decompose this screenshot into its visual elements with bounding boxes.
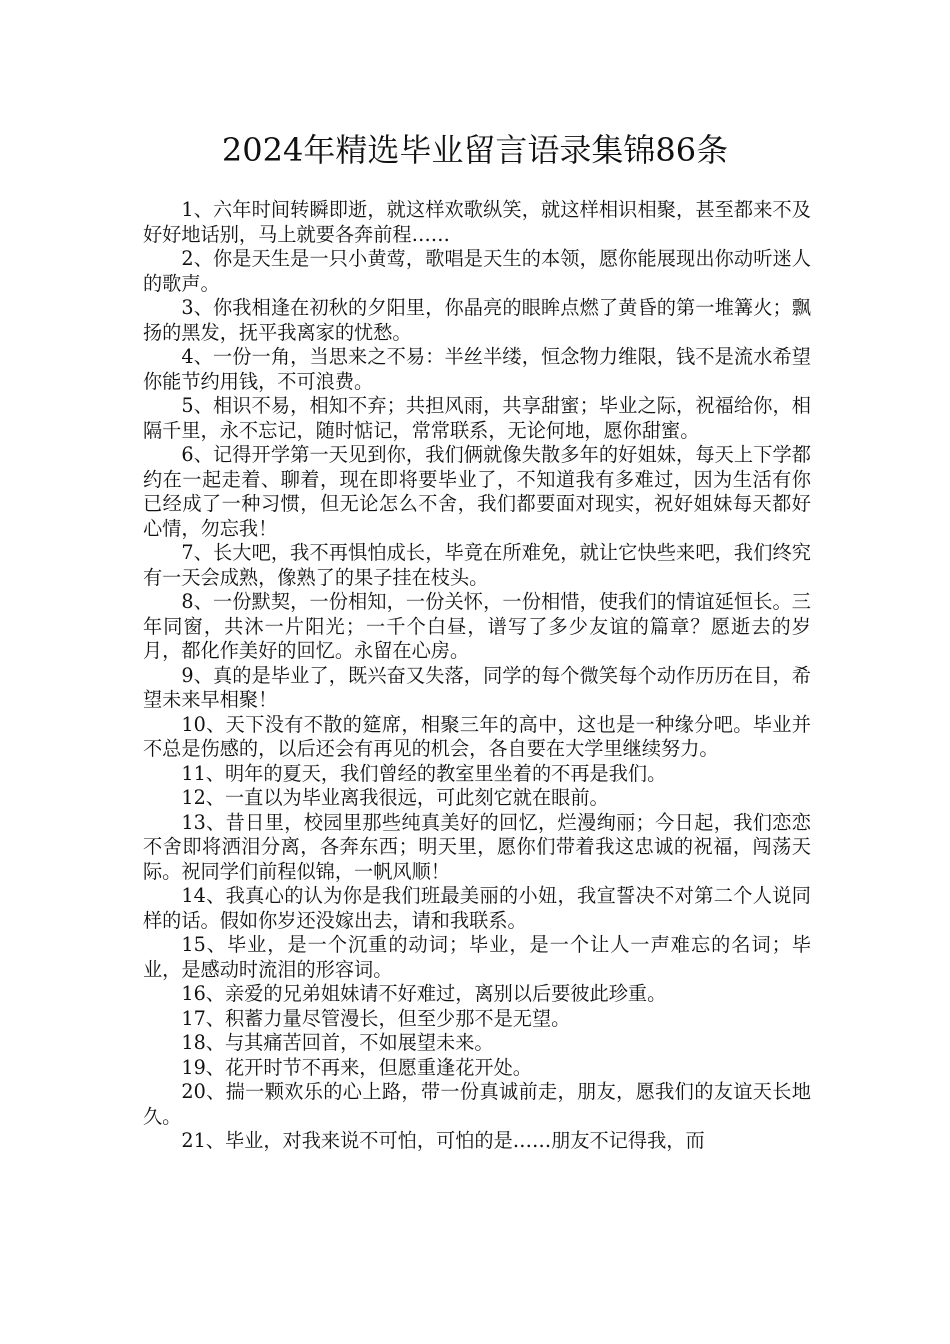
paragraph-15: 15、毕业，是一个沉重的动词；毕业，是一个让人一声难忘的名词；毕业，是感动时流泪的形容词。	[143, 933, 811, 981]
paragraph-7: 7、长大吧，我不再惧怕成长，毕竟在所难免，就让它快些来吧，我们终究有一天会成熟，像熟了的果子挂在枝头。	[143, 541, 811, 589]
paragraph-1: 1、六年时间转瞬即逝，就这样欢歌纵笑，就这样相识相聚，甚至都来不及好好地话别，马上就要各奔前程……	[143, 198, 811, 246]
paragraph-6: 6、记得开学第一天见到你，我们俩就像失散多年的好姐妹，每天上下学都约在一起走着、聊着，现在即将要毕业了，不知道我有多难过，因为生活有你已经成了一种习惯，但无论怎么不舍，我们都要面对现实，祝好姐妹每天都好心情，勿忘我！	[143, 443, 811, 540]
paragraph-18: 18、与其痛苦回首，不如展望未来。	[181, 1031, 494, 1054]
document-body	[143, 198, 811, 1154]
paragraph-17: 17、积蓄力量尽管漫长，但至少那不是无望。	[181, 1006, 571, 1030]
paragraph-12: 12、一直以为毕业离我很远，可此刻它就在眼前。	[181, 786, 609, 809]
paragraph-11: 11、明年的夏天，我们曾经的教室里坐着的不再是我们。	[181, 761, 667, 785]
paragraph-3: 3、你我相逢在初秋的夕阳里，你晶亮的眼眸点燃了黄昏的第一堆篝火；飘扬的黑发，抚平我离家的忧愁。	[143, 296, 811, 344]
paragraph-2: 2、你是天生是一只小黄莺，歌唱是天生的本领，愿你能展现出你动听迷人的歌声。	[143, 247, 811, 295]
document-title: 2024年精选毕业留言语录集锦86条	[221, 131, 729, 169]
paragraph-16: 16、亲爱的兄弟姐妹请不好难过，离别以后要彼此珍重。	[181, 982, 667, 1005]
paragraph-13: 13、昔日里，校园里那些纯真美好的回忆，烂漫绚丽；今日起，我们恋恋不舍即将洒泪分离，各奔东西；明天里，愿你们带着我这忠诚的祝福，闯荡天际。祝同学们前程似锦，一帆风顺！	[143, 810, 811, 883]
paragraph-4: 4、一份一角，当思来之不易：半丝半缕，恒念物力维限，钱不是流水希望你能节约用钱，不可浪费。	[143, 345, 811, 393]
paragraph-21: 21、毕业，对我来说不可怕，可怕的是……朋友不记得我，而	[181, 1129, 705, 1152]
paragraph-10: 10、天下没有不散的筵席，相聚三年的高中，这也是一种缘分吧。毕业并不总是伤感的，以后还会有再见的机会，各自要在大学里继续努力。	[143, 712, 811, 760]
paragraph-20: 20、揣一颗欢乐的心上路，带一份真诚前走，朋友，愿我们的友谊天长地久。	[143, 1080, 811, 1128]
paragraph-5: 5、相识不易，相知不弃；共担风雨，共享甜蜜；毕业之际，祝福给你，相隔千里，永不忘记，随时惦记，常常联系，无论何地，愿你甜蜜。	[143, 394, 811, 442]
paragraph-14: 14、我真心的认为你是我们班最美丽的小妞，我宣誓决不对第二个人说同样的话。假如你岁还没嫁出去，请和我联系。	[143, 884, 811, 932]
paragraph-9: 9、真的是毕业了，既兴奋又失落，同学的每个微笑每个动作历历在目，希望未来早相聚！	[143, 663, 811, 711]
paragraph-19: 19、花开时节不再来，但愿重逢花开处。	[181, 1055, 532, 1079]
paragraph-8: 8、一份默契，一份相知，一份关怀，一份相惜，使我们的情谊延恒长。三年同窗，共沐一片阳光；一千个白昼，谱写了多少友谊的篇章？愿逝去的岁月，都化作美好的回忆。永留在心房。	[143, 590, 811, 662]
